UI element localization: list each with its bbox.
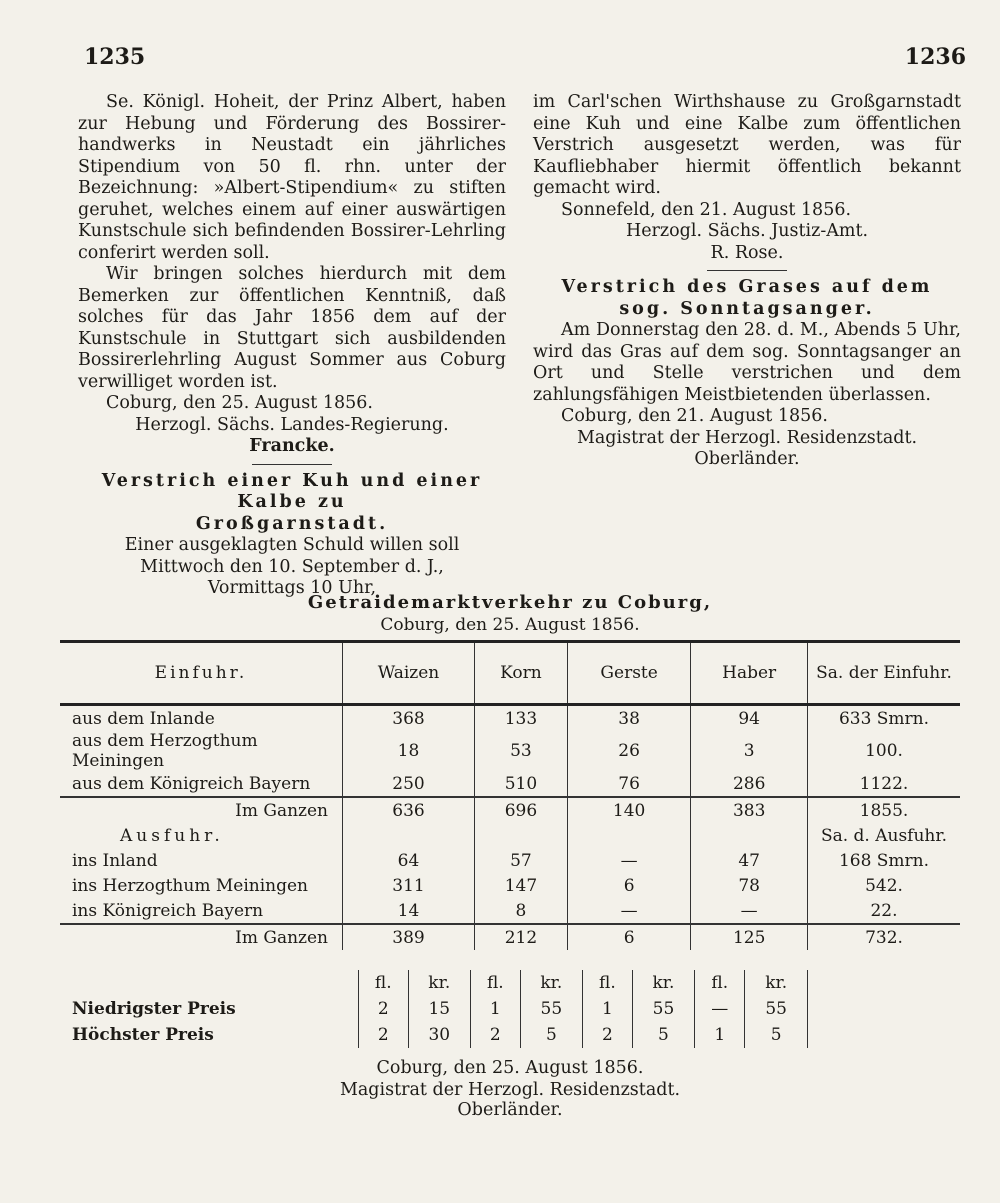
section-heading: Verstrich einer Kuh und einer Kalbe zu bbox=[101, 470, 483, 512]
cell: 2 bbox=[583, 1022, 633, 1048]
cell: 1 bbox=[583, 996, 633, 1022]
cell: 22. bbox=[808, 898, 961, 924]
cell: 133 bbox=[474, 705, 567, 732]
signer-line: Oberländer. bbox=[694, 449, 800, 469]
signer-line: Francke. bbox=[249, 436, 335, 456]
row-label: Im Ganzen bbox=[60, 924, 343, 950]
cell: — bbox=[567, 898, 690, 924]
cell: 368 bbox=[343, 705, 475, 732]
section-divider bbox=[252, 464, 332, 465]
row-label: ins Herzogthum Meiningen bbox=[72, 875, 308, 896]
column-header: Haber bbox=[691, 642, 808, 705]
cell: 732. bbox=[808, 924, 961, 950]
page-number-right: 1236 bbox=[904, 44, 966, 70]
cell: 2 bbox=[359, 996, 409, 1022]
grass-paragraph: Am Donnerstag den 28. d. M., Abends 5 Uhr, wird das Gras auf dem sog. Sonntagsanger an Ort und Stelle verstrichen und dem zahlungsfähigen Meistbietenden überlassen. bbox=[533, 320, 961, 405]
table-row bbox=[60, 771, 960, 797]
cell: 14 bbox=[343, 898, 475, 924]
cell: — bbox=[691, 898, 808, 924]
grain-market-section bbox=[60, 592, 960, 950]
cell: 18 bbox=[343, 731, 475, 771]
cell: 55 bbox=[745, 996, 808, 1022]
row-label: aus dem Königreich Bayern bbox=[72, 773, 311, 794]
cell: 5 bbox=[745, 1022, 808, 1048]
cell: 6 bbox=[567, 873, 690, 898]
section-heading: Verstrich des Grases auf dem sog. Sonntagsanger. bbox=[561, 277, 933, 319]
signer-line: R. Rose. bbox=[710, 242, 784, 263]
table-row bbox=[60, 848, 960, 873]
cell: 94 bbox=[691, 705, 808, 732]
date-line: Coburg, den 21. August 1856. bbox=[561, 406, 828, 426]
price-table bbox=[60, 970, 960, 1048]
market-title: Getraidemarktverkehr zu Coburg, bbox=[307, 592, 713, 613]
row-label: aus dem Herzogthum Meiningen bbox=[72, 731, 258, 771]
total-row bbox=[60, 797, 960, 823]
cell: 64 bbox=[343, 848, 475, 873]
albert-stipend-paragraph: Se. Königl. Hoheit, der Prinz Albert, haben zur Hebung und Förderung des Bossirer-handwerks in Neustadt ein jährliches Stipendium von 50 fl. rhn. unter der Bezeichnung: »Albert-Stipendium« zu stiften geruhet, welches einem auf einer auswärtigen Kunstschule sich befindenden Bossirer-Lehrling conferirt werden soll. bbox=[78, 92, 506, 263]
cell: 55 bbox=[632, 996, 695, 1022]
sub-line: Vormittags 10 Uhr, bbox=[207, 578, 377, 598]
sub-line: Einer ausgeklagten Schuld willen soll bbox=[124, 535, 460, 555]
date-line: Sonnefeld, den 21. August 1856. bbox=[561, 199, 852, 220]
table-row bbox=[60, 873, 960, 898]
unit-header: kr. bbox=[745, 970, 808, 996]
row-label: ins Königreich Bayern bbox=[72, 900, 264, 921]
left-column bbox=[78, 92, 506, 600]
row-label: ins Inland bbox=[72, 850, 158, 871]
cell: 250 bbox=[343, 771, 475, 797]
cell: 15 bbox=[408, 996, 471, 1022]
total-row bbox=[60, 924, 960, 950]
cell: 212 bbox=[474, 924, 567, 950]
cell: 57 bbox=[474, 848, 567, 873]
cell: 696 bbox=[474, 797, 567, 823]
cell: 3 bbox=[691, 731, 808, 771]
cell: — bbox=[567, 848, 690, 873]
row-label: Niedrigster Preis bbox=[72, 999, 236, 1019]
cell: 100. bbox=[808, 731, 961, 771]
cell: 383 bbox=[691, 797, 808, 823]
authority-line: Magistrat der Herzogl. Residenzstadt. bbox=[576, 427, 918, 448]
cell: 6 bbox=[567, 924, 690, 950]
cell: 125 bbox=[691, 924, 808, 950]
row-label: Im Ganzen bbox=[60, 797, 343, 823]
cell: 510 bbox=[474, 771, 567, 797]
table-row bbox=[60, 731, 960, 771]
row-label: Höchster Preis bbox=[72, 1025, 214, 1045]
cell: 47 bbox=[691, 848, 808, 873]
cell: 76 bbox=[567, 771, 690, 797]
cell: 2 bbox=[471, 1022, 521, 1048]
export-sum-heading: Sa. d. Ausfuhr. bbox=[808, 823, 961, 848]
market-signer-line: Oberländer. bbox=[457, 1100, 563, 1120]
cell: 30 bbox=[408, 1022, 471, 1048]
market-authority-line: Magistrat der Herzogl. Residenzstadt. bbox=[339, 1080, 681, 1100]
cell: 26 bbox=[567, 731, 690, 771]
cell: 1 bbox=[695, 1022, 745, 1048]
unit-header: kr. bbox=[632, 970, 695, 996]
cell: 1855. bbox=[808, 797, 961, 823]
column-header: Einfuhr. bbox=[60, 642, 343, 705]
cell: 78 bbox=[691, 873, 808, 898]
cell: 38 bbox=[567, 705, 690, 732]
cell: 636 bbox=[343, 797, 475, 823]
cell: 53 bbox=[474, 731, 567, 771]
unit-header: kr. bbox=[520, 970, 583, 996]
grain-market-table bbox=[60, 640, 960, 950]
column-header: Gerste bbox=[567, 642, 690, 705]
table-row bbox=[60, 705, 960, 732]
authority-line: Herzogl. Sächs. Landes-Regierung. bbox=[135, 414, 449, 435]
table-row bbox=[60, 898, 960, 924]
section-divider bbox=[707, 270, 787, 271]
page-number-left: 1235 bbox=[84, 44, 146, 70]
cell: 140 bbox=[567, 797, 690, 823]
export-heading: Ausfuhr. bbox=[120, 825, 224, 846]
notice-paragraph: Wir bringen solches hierdurch mit dem Bemerken zur öffentlichen Kenntniß, daß solches für das Jahr 1856 dem auf der Kunstschule in Stuttgart sich ausbildenden Bossirerlehrling August Sommer aus Coburg verwilliget worden ist. bbox=[78, 264, 506, 392]
unit-header: fl. bbox=[359, 970, 409, 996]
column-header: Sa. der Einfuhr. bbox=[808, 642, 961, 705]
cell: 311 bbox=[343, 873, 475, 898]
export-heading-row bbox=[60, 823, 960, 848]
price-row bbox=[60, 996, 960, 1022]
cell: 2 bbox=[359, 1022, 409, 1048]
cell: 5 bbox=[632, 1022, 695, 1048]
unit-header: fl. bbox=[583, 970, 633, 996]
section-heading-cont: Großgarnstadt. bbox=[195, 513, 389, 534]
column-header: Waizen bbox=[343, 642, 475, 705]
cell: 1 bbox=[471, 996, 521, 1022]
cell: 389 bbox=[343, 924, 475, 950]
auction-paragraph: im Carl'schen Wirthshause zu Großgarnstadt eine Kuh und eine Kalbe zum öffentlichen Verstrich ausgesetzt werden, was für Kaufliebhaber hiermit öffentlich bekannt gemacht wird. bbox=[533, 92, 961, 198]
unit-header: fl. bbox=[471, 970, 521, 996]
unit-header: fl. bbox=[695, 970, 745, 996]
cell: 55 bbox=[520, 996, 583, 1022]
cell: 168 Smrn. bbox=[808, 848, 961, 873]
sub-line: Mittwoch den 10. September d. J., bbox=[140, 556, 444, 577]
cell: 633 Smrn. bbox=[808, 705, 961, 732]
column-header: Korn bbox=[474, 642, 567, 705]
right-column bbox=[533, 92, 961, 471]
market-date-line: Coburg, den 25. August 1856. bbox=[376, 1058, 644, 1078]
cell: 8 bbox=[474, 898, 567, 924]
authority-line: Herzogl. Sächs. Justiz-Amt. bbox=[625, 221, 869, 241]
price-row bbox=[60, 1022, 960, 1048]
cell: 542. bbox=[808, 873, 961, 898]
cell: 286 bbox=[691, 771, 808, 797]
table-header-row bbox=[60, 642, 960, 705]
price-header-row bbox=[60, 970, 960, 996]
cell: — bbox=[695, 996, 745, 1022]
market-date: Coburg, den 25. August 1856. bbox=[380, 615, 640, 635]
cell: 147 bbox=[474, 873, 567, 898]
unit-header: kr. bbox=[408, 970, 471, 996]
cell: 5 bbox=[520, 1022, 583, 1048]
date-line: Coburg, den 25. August 1856. bbox=[106, 393, 373, 413]
row-label: aus dem Inlande bbox=[72, 708, 215, 729]
cell: 1122. bbox=[808, 771, 961, 797]
